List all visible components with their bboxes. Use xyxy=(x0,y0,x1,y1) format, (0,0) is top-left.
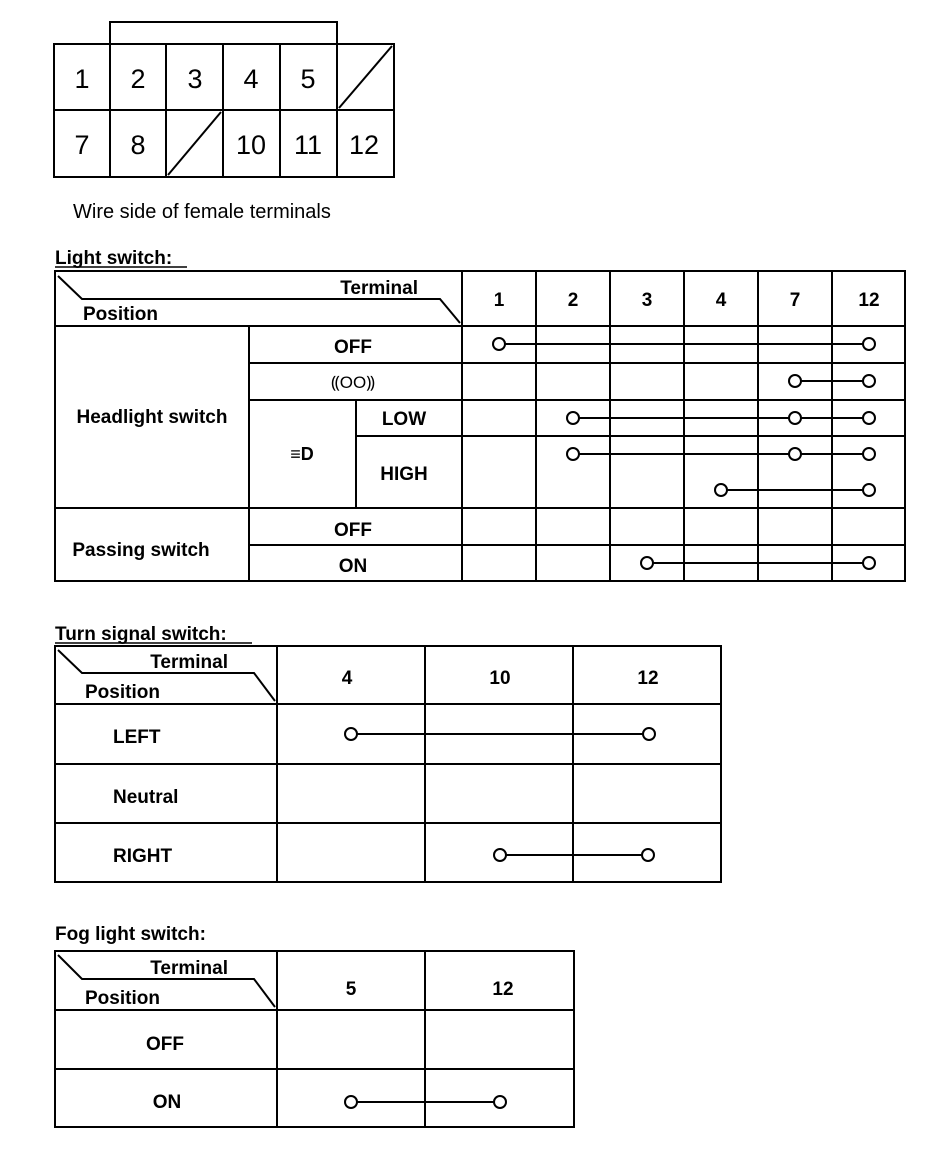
parking-light-symbol: ⸨OO⸩ xyxy=(331,373,375,392)
terminal-node xyxy=(345,1096,357,1108)
terminal-col-header: 5 xyxy=(345,979,357,1000)
turn-signal-title: Turn signal switch: xyxy=(55,624,227,645)
pin-label: 2 xyxy=(130,64,146,94)
headlight-symbol: ≡D xyxy=(290,444,314,464)
terminal-col-header: 2 xyxy=(567,290,579,311)
terminal-node xyxy=(345,728,357,740)
position-right: RIGHT xyxy=(113,846,173,867)
terminal-col-header: 12 xyxy=(858,290,880,311)
light-switch-title: Light switch: xyxy=(55,248,173,269)
fog-light-title: Fog light switch: xyxy=(55,924,206,945)
position-left: LEFT xyxy=(113,727,161,748)
terminal-node xyxy=(863,338,875,350)
pin-label: 8 xyxy=(130,130,146,160)
terminal-col-header: 4 xyxy=(715,290,727,311)
header-position: Position xyxy=(85,988,160,1009)
terminal-col-header: 12 xyxy=(492,979,514,1000)
terminal-node xyxy=(789,375,801,387)
connector-diagram xyxy=(54,22,394,177)
terminal-node xyxy=(789,412,801,424)
terminal-node xyxy=(494,849,506,861)
terminal-col-header: 12 xyxy=(637,668,659,689)
empty-cavity-9 xyxy=(168,112,221,175)
empty-cavity-6 xyxy=(339,46,392,108)
terminal-node xyxy=(863,448,875,460)
terminal-col-header: 4 xyxy=(341,668,353,689)
terminal-col-header: 10 xyxy=(489,668,511,689)
pin-label: 1 xyxy=(74,64,90,94)
header-position: Position xyxy=(83,304,158,325)
position-off: OFF xyxy=(146,1034,184,1055)
pin-label: 3 xyxy=(187,64,203,94)
terminal-node xyxy=(567,448,579,460)
passing-off: OFF xyxy=(334,520,372,541)
terminal-node xyxy=(642,849,654,861)
terminal-node xyxy=(863,412,875,424)
turn-signal-connections xyxy=(345,728,655,861)
connector-caption: Wire side of female terminals xyxy=(73,201,331,223)
terminal-node xyxy=(641,557,653,569)
position-off: OFF xyxy=(334,337,372,358)
position-neutral: Neutral xyxy=(113,787,179,808)
pin-label: 4 xyxy=(243,64,259,94)
terminal-node xyxy=(493,338,505,350)
terminal-col-header: 1 xyxy=(493,290,505,311)
header-terminal: Terminal xyxy=(150,958,228,979)
terminal-node xyxy=(643,728,655,740)
connector-lock-tab xyxy=(110,22,337,45)
position-high: HIGH xyxy=(380,464,428,485)
position-on: ON xyxy=(152,1092,182,1113)
pin-label: 11 xyxy=(293,130,323,160)
pin-label: 5 xyxy=(300,64,316,94)
terminal-col-header: 7 xyxy=(789,290,801,311)
pin-label: 12 xyxy=(348,130,380,160)
connector-pin-labels xyxy=(74,64,379,160)
fog-light-labels xyxy=(85,958,514,1113)
terminal-node xyxy=(863,557,875,569)
terminal-node xyxy=(789,448,801,460)
header-position: Position xyxy=(85,682,160,703)
passing-switch-label: Passing switch xyxy=(72,540,210,561)
pin-label: 10 xyxy=(235,130,267,160)
position-low: LOW xyxy=(381,409,427,430)
terminal-node xyxy=(567,412,579,424)
pin-label: 7 xyxy=(74,130,90,160)
terminal-node xyxy=(863,484,875,496)
terminal-node xyxy=(715,484,727,496)
headlight-switch-label: Headlight switch xyxy=(76,407,228,428)
terminal-col-header: 3 xyxy=(641,290,653,311)
header-terminal: Terminal xyxy=(150,652,228,673)
terminal-node xyxy=(863,375,875,387)
terminal-node xyxy=(494,1096,506,1108)
header-terminal: Terminal xyxy=(340,278,418,299)
passing-on: ON xyxy=(338,556,368,577)
